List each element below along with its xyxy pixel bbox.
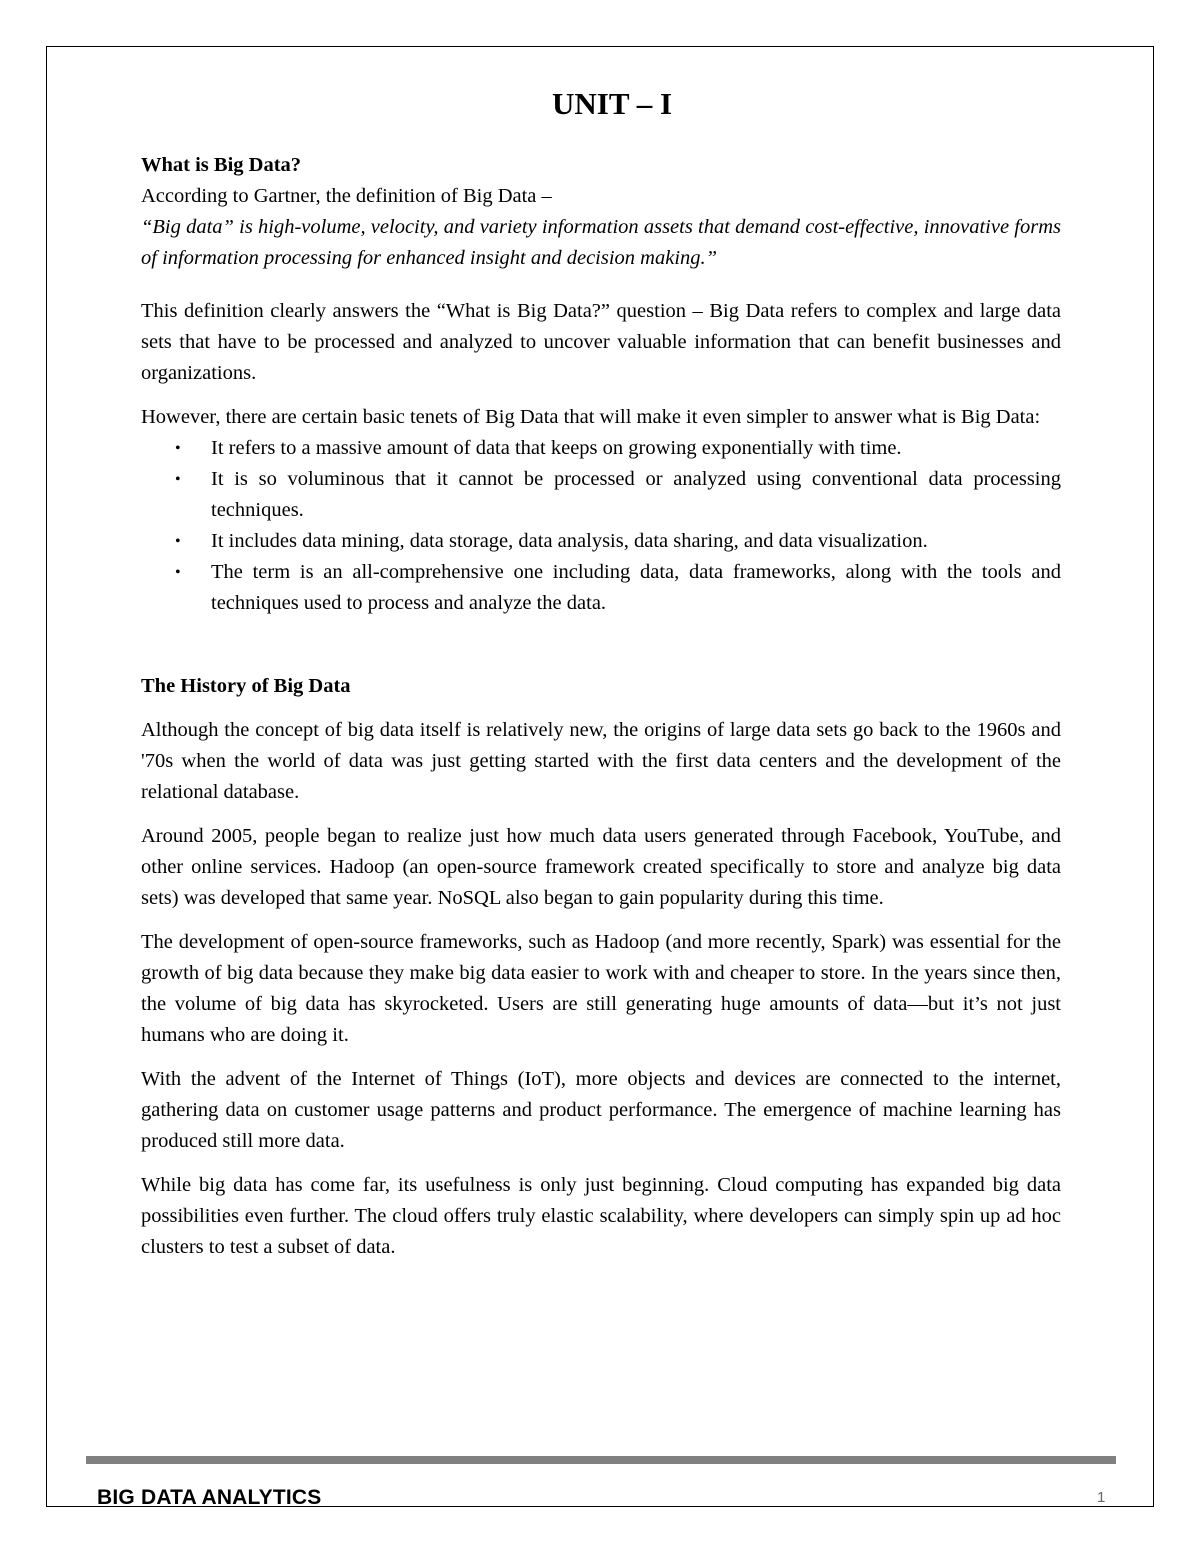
section-heading-what-is-big-data: What is Big Data? xyxy=(141,154,302,176)
footer-title: BIG DATA ANALYTICS xyxy=(97,1486,322,1509)
tenets-intro-paragraph: However, there are certain basic tenets of Big Data that will make it even simpler to answer what is Big Data: xyxy=(141,406,1041,428)
history-paragraph: Around 2005, people began to realize just how much data users generated through Facebook, YouTube, and other online services. Hadoop (an open-source framework created specifically to store and analyze big data sets) was developed that same year. NoSQL also began to gain popularity during this time. xyxy=(141,825,1061,909)
list-item-text: It refers to a massive amount of data that keeps on growing exponentially with time. xyxy=(211,437,902,459)
footer-divider xyxy=(86,1456,1116,1464)
tenets-list xyxy=(141,433,1061,619)
bullet-icon: • xyxy=(175,564,181,581)
bullet-icon: • xyxy=(175,533,181,550)
history-paragraph: While big data has come far, its usefulness is only just beginning. Cloud computing has expanded big data possibilities even further. The cloud offers truly elastic scalability, where developers can simply spin up ad hoc clusters to test a subset of data. xyxy=(141,1174,1061,1258)
history-paragraph: Although the concept of big data itself is relatively new, the origins of large data sets go back to the 1960s and '70s when the world of data was just getting started with the first data centers and the development of the relational database. xyxy=(141,719,1061,803)
page-title: UNIT – I xyxy=(551,86,673,121)
list-item xyxy=(141,464,1061,526)
history-paragraph: With the advent of the Internet of Things (IoT), more objects and devices are connected to the internet, gathering data on customer usage patterns and product performance. The emergence of machine learning has produced still more data. xyxy=(141,1068,1061,1152)
page-content xyxy=(141,84,1061,1263)
list-item-text: It is so voluminous that it cannot be processed or analyzed using conventional data processing techniques. xyxy=(211,468,1061,521)
list-item-text: The term is an all-comprehensive one including data, data frameworks, along with the tools and techniques used to process and analyze the data. xyxy=(211,561,1061,614)
gartner-definition-quote: “Big data” is high-volume, velocity, and variety information assets that demand cost-effective, innovative forms of information processing for enhanced insight and decision making.” xyxy=(141,216,1061,269)
section-heading-history: The History of Big Data xyxy=(141,675,351,697)
history-paragraph: The development of open-source frameworks, such as Hadoop (and more recently, Spark) was essential for the growth of big data because they make big data easier to work with and cheaper to store. In the years since then, the volume of big data has skyrocketed. Users are still generating huge amounts of data—but it’s not just humans who are doing it. xyxy=(141,931,1061,1046)
list-item xyxy=(141,526,1061,557)
gartner-intro: According to Gartner, the definition of Big Data – xyxy=(141,185,552,207)
list-item xyxy=(141,557,1061,619)
page-number: 1 xyxy=(1097,1489,1106,1506)
list-item xyxy=(141,433,1061,464)
bullet-icon: • xyxy=(175,471,181,488)
definition-paragraph: This definition clearly answers the “What is Big Data?” question – Big Data refers to complex and large data sets that have to be processed and analyzed to uncover valuable information that can benefit businesses and organizations. xyxy=(141,300,1061,384)
list-item-text: It includes data mining, data storage, data analysis, data sharing, and data visualization. xyxy=(211,530,928,552)
bullet-icon: • xyxy=(175,440,181,457)
